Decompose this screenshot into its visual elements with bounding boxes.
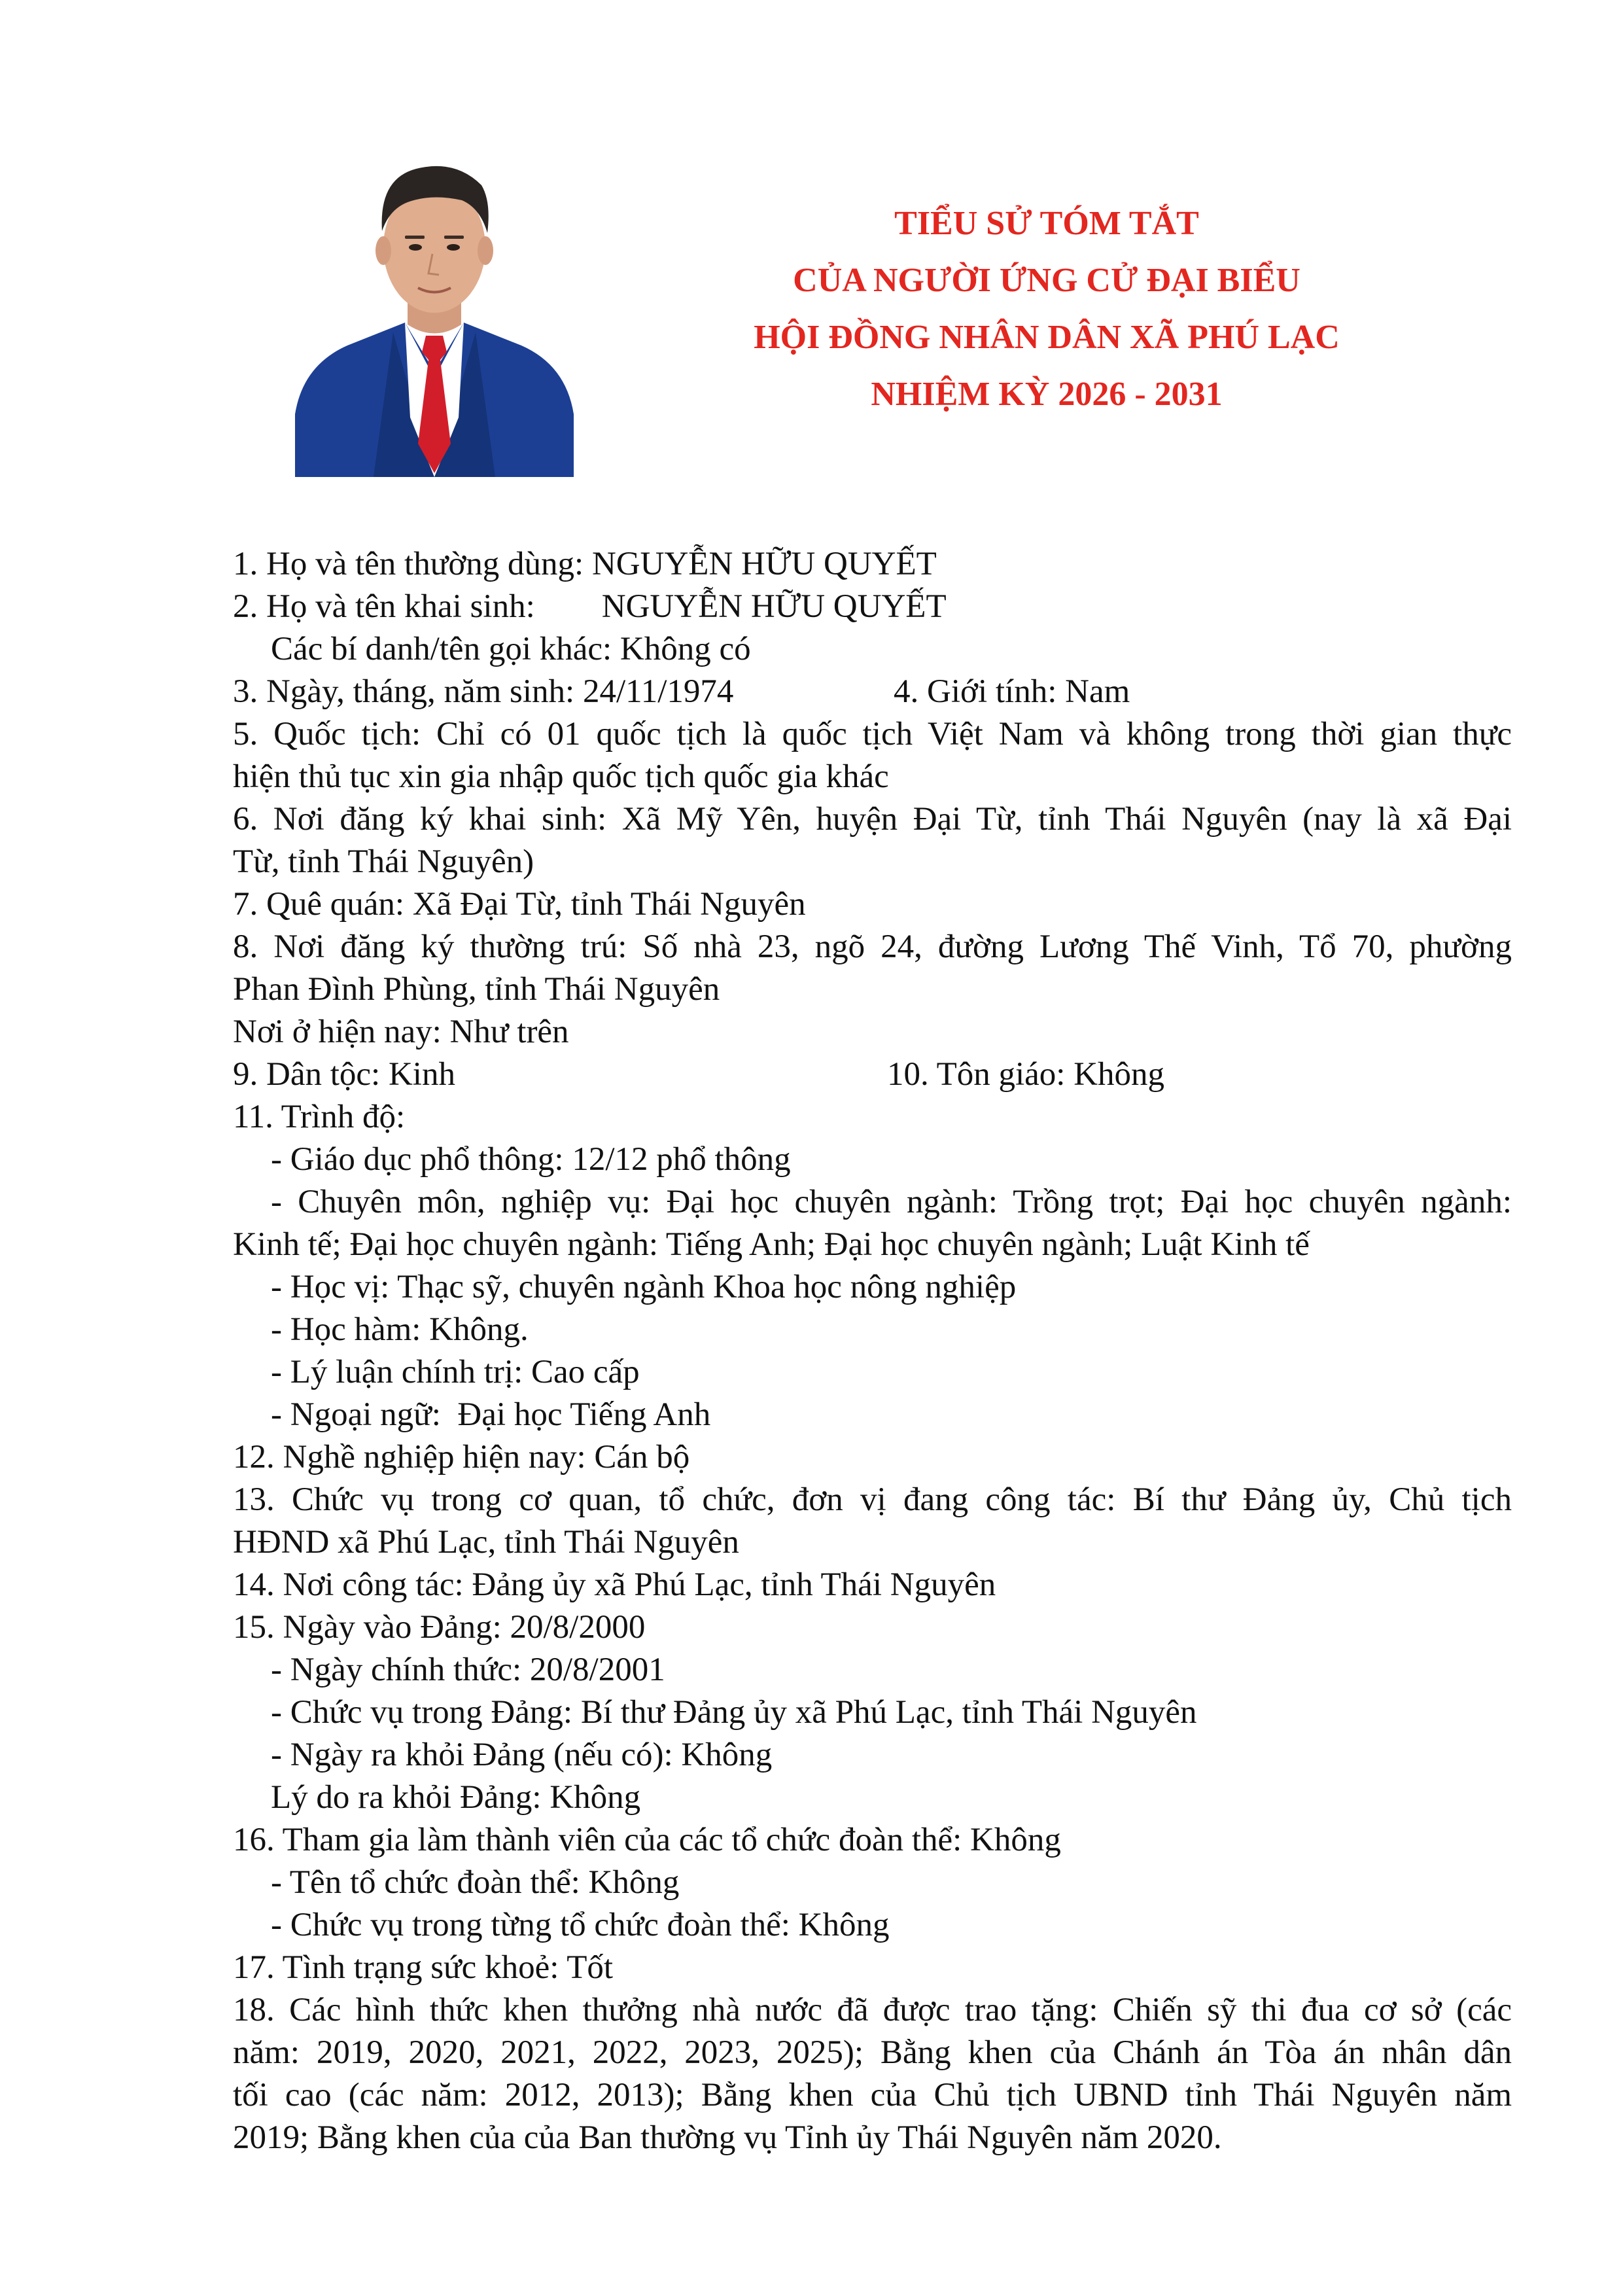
awards-line: 18. Các hình thức khen thưởng nhà nước đã được trao tặng: Chiến sỹ thi đua cơ sở (các <box>233 1992 1512 2028</box>
education-heading: 11. Trình độ: <box>233 1099 406 1135</box>
party-leave-date-line: - Ngày ra khỏi Đảng (nếu có): Không <box>271 1737 773 1773</box>
mass-organizations-line: 16. Tham gia làm thành viên của các tổ chức đoàn thể: Không <box>233 1822 1061 1858</box>
nationality-line-cont: hiện thủ tục xin gia nhập quốc tịch quốc gia khác <box>233 758 889 795</box>
awards-line-cont-2: tối cao (các năm: 2012, 2013); Bằng khen của Chủ tịch UBND tỉnh Thái Nguyên năm <box>233 2077 1512 2113</box>
permanent-residence-line-cont: Phan Đình Phùng, tỉnh Thái Nguyên <box>233 971 720 1008</box>
party-official-date-line: - Ngày chính thức: 20/8/2001 <box>271 1651 665 1688</box>
organization-name-line: - Tên tổ chức đoàn thể: Không <box>271 1864 680 1901</box>
ethnicity-text: 9. Dân tộc: Kinh <box>233 1056 455 1093</box>
common-name-line: 1. Họ và tên thường dùng: NGUYỄN HỮU QUYẾT <box>233 546 937 582</box>
degree-line: - Học vị: Thạc sỹ, chuyên ngành Khoa học nông nghiệp <box>271 1269 1017 1305</box>
permanent-residence-line: 8. Nơi đăng ký thường trú: Số nhà 23, ngõ 24, đường Lương Thế Vinh, Tổ 70, phường <box>233 928 1512 965</box>
organization-position-line: - Chức vụ trong từng tổ chức đoàn thể: Không <box>271 1907 890 1943</box>
political-theory-line: - Lý luận chính trị: Cao cấp <box>271 1354 640 1390</box>
gender-text: 4. Giới tính: Nam <box>894 673 1130 710</box>
birth-registration-line-cont: Từ, tỉnh Thái Nguyên) <box>233 843 534 880</box>
position-line: 13. Chức vụ trong cơ quan, tổ chức, đơn vị đang công tác: Bí thư Đảng ủy, Chủ tịch <box>233 1481 1512 1518</box>
academic-title-line: - Học hàm: Không. <box>271 1311 529 1348</box>
title-line-2: CỦA NGƯỜI ỨNG CỬ ĐẠI BIỂU <box>793 262 1300 299</box>
biography-body <box>233 543 1512 2159</box>
candidate-portrait-photo <box>295 116 574 477</box>
specialization-line: - Chuyên môn, nghiệp vụ: Đại học chuyên ngành: Trồng trọt; Đại học chuyên ngành: <box>271 1184 1512 1220</box>
awards-line-cont-3: 2019; Bằng khen của của Ban thường vụ Tỉnh ủy Thái Nguyên năm 2020. <box>233 2119 1222 2156</box>
party-leave-reason-line: Lý do ra khỏi Đảng: Không <box>271 1779 641 1816</box>
birth-registration-line: 6. Nơi đăng ký khai sinh: Xã Mỹ Yên, huyện Đại Từ, tỉnh Thái Nguyên (nay là xã Đại <box>233 801 1512 838</box>
title-line-4: NHIỆM KỲ 2026 - 2031 <box>871 376 1223 413</box>
specialization-line-cont: Kinh tế; Đại học chuyên ngành: Tiếng Anh; Đại học chuyên ngành; Luật Kinh tế <box>233 1226 1310 1263</box>
alias-line: Các bí danh/tên gọi khác: Không có <box>271 631 751 667</box>
position-line-cont: HĐND xã Phú Lạc, tỉnh Thái Nguyên <box>233 1524 739 1561</box>
title-line-3: HỘI ĐỒNG NHÂN DÂN XÃ PHÚ LẠC <box>754 319 1340 356</box>
foreign-language-line: - Ngoại ngữ: Đại học Tiếng Anh <box>271 1396 711 1433</box>
document-title <box>654 195 1439 423</box>
title-line-1: TIỂU SỬ TÓM TẮT <box>894 205 1199 242</box>
general-education-line: - Giáo dục phổ thông: 12/12 phổ thông <box>271 1141 791 1178</box>
nationality-line: 5. Quốc tịch: Chỉ có 01 quốc tịch là quốc tịch Việt Nam và không trong thời gian thực <box>233 716 1512 752</box>
religion-text: 10. Tôn giáo: Không <box>887 1056 1165 1093</box>
workplace-line: 14. Nơi công tác: Đảng ủy xã Phú Lạc, tỉnh Thái Nguyên <box>233 1566 996 1603</box>
ethnicity-religion-row <box>233 1053 1512 1096</box>
birth-name-line: 2. Họ và tên khai sinh: NGUYỄN HỮU QUYẾT <box>233 588 947 625</box>
party-position-line: - Chức vụ trong Đảng: Bí thư Đảng ủy xã Phú Lạc, tỉnh Thái Nguyên <box>271 1694 1197 1731</box>
health-status-line: 17. Tình trạng sức khoẻ: Tốt <box>233 1949 614 1986</box>
hometown-line: 7. Quê quán: Xã Đại Từ, tỉnh Thái Nguyên <box>233 886 806 923</box>
date-of-birth-text: 3. Ngày, tháng, năm sinh: 24/11/1974 <box>233 673 734 710</box>
current-residence-line: Nơi ở hiện nay: Như trên <box>233 1014 569 1050</box>
awards-line-cont-1: năm: 2019, 2020, 2021, 2022, 2023, 2025); Bằng khen của Chánh án Tòa án nhân dân <box>233 2034 1512 2071</box>
occupation-line: 12. Nghề nghiệp hiện nay: Cán bộ <box>233 1439 690 1475</box>
portrait-illustration <box>295 116 574 477</box>
party-join-date-line: 15. Ngày vào Đảng: 20/8/2000 <box>233 1609 646 1646</box>
birth-gender-row <box>233 671 1512 713</box>
